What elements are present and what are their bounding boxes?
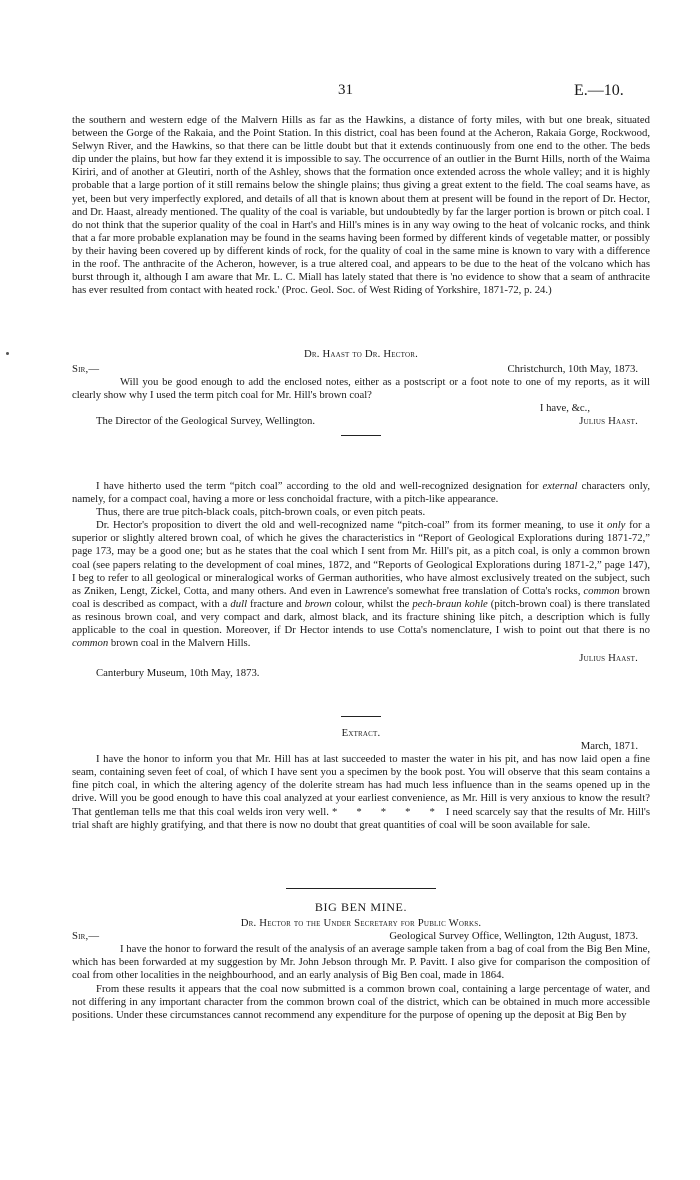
big-ben-paragraph-2: From these results it appears that the coal now submitted is a common brown coal, containing a large percentage of water, and not differing in any important character from the common brown coal of the district, which can be obtained in much more accessible positions. Under these circumstances cannot recommend any expenditure for the purpose of opening up the deposit at Big Ben by xyxy=(72,982,650,1021)
notes-paragraph-3: Dr. Hector's proposition to divert the old and well-recognized name “pitch-coal” from its former meaning, to use it only for a superior or slightly altered brown coal, of which he gives the characteristics in “Report of Geological Explorations during 1871-72,” page 173, may be a good one; but as he states that the coal which I sent from Mr. Hill's pit, as a pitch coal, is only a common brown coal (see papers relating to the development of coal mines, 1872, and “Reports of Geological Explorations during 1871-2,” page 147), I beg to refer to all geological or mineralogical works of German authorities, who have almost exclusively treated on the subject, such as Zniken, Lengt, Zickel, Cotta, and many others. And even in Lawrence's somewhat free translation of Cotta's rocks, common brown coal is described as compact, with a dull fracture and brown colour, whilst the pech-braun kohle (pitch-brown coal) is there translated as resinous brown coal, and very compact and dark, almost black, and its fracture shining like pitch, a description which is fully applicable to the coal in question. Moreover, if Dr Hector intends to use Cotta's nomenclature, I wish to point out that there is no common brown coal in the Malvern Hills. xyxy=(72,519,650,650)
letter-closing: I have, &c., xyxy=(539,402,590,415)
letter-salutation: Sir,— xyxy=(72,930,100,943)
letter-body: Will you be good enough to add the enclosed notes, either as a postscript or a foot note to one of my reports, as it will clearly show why I used the term pitch coal for Mr. Hill's brown coal? xyxy=(72,376,650,402)
page-header xyxy=(0,82,700,106)
letter-signature: Julius Haast. xyxy=(579,415,638,428)
haast-notes xyxy=(72,480,650,680)
extract-section xyxy=(72,716,650,832)
section-title: BIG BEN MINE. xyxy=(314,900,408,914)
big-ben-section xyxy=(72,888,650,1022)
section-rule xyxy=(286,888,436,889)
extract-date: March, 1871. xyxy=(580,740,638,753)
page-number: 31 xyxy=(338,82,353,98)
notes-signature: Julius Haast. xyxy=(579,652,638,665)
document-reference: E.—10. xyxy=(574,82,624,99)
letter-addressee: The Director of the Geological Survey, Wellington. xyxy=(96,415,316,428)
extract-stars: * * * * * xyxy=(331,805,443,818)
notes-paragraph-1: I have hitherto used the term “pitch coal” according to the old and well-recognized designation for external characters only, namely, for a compact coal, having a more or less conchoidal fracture, with a pitch-like appearance. xyxy=(72,480,650,506)
separator-rule xyxy=(341,435,381,436)
report-paragraph xyxy=(72,114,650,297)
separator-rule xyxy=(341,716,381,717)
letter-heading: Dr. Haast to Dr. Hector. xyxy=(303,348,419,360)
letter-haast-to-hector xyxy=(72,348,650,436)
notes-place-date: Canterbury Museum, 10th May, 1873. xyxy=(96,667,260,680)
extract-body: I have the honor to inform you that Mr. Hill has at last succeeded to master the water in his pit, and has now laid open a fine seam, containing seven feet of coal, of which I have sent you a specimen by the book post. You will observe that this seam contains a fine pitch coal, in which the altering agency of the dolerite stream has had much less influence than in the seams opened up in the drive. Will you be good enough to have this coal analyzed at your earliest convenience, as Mr. Hill is very anxious to know the result? That gentleman tells me that this coal welds iron very well. * * * * * I need scarcely say that the results of Mr. Hill's trial shaft are highly gratifying, and that there is now no doubt that great quantities of coal will be soon available for sale. xyxy=(72,753,651,831)
notes-paragraph-2: Thus, there are true pitch-black coals, pitch-brown coals, or even pitch peats. xyxy=(96,506,426,519)
big-ben-paragraph-1: I have the honor to forward the result of the analysis of an average sample taken from a bag of coal from the Big Ben Mine, which has been forwarded at my suggestion by Mr. John Jebson through Mr. P. Pavitt. I also give for comparison the composition of coal from other localities in the neighbourhood, and an early analysis of Big Ben coal, made in 1864. xyxy=(72,943,650,982)
margin-dot xyxy=(6,352,9,355)
letter-place-date: Geological Survey Office, Wellington, 12th August, 1873. xyxy=(389,930,638,943)
letter-place-date: Christchurch, 10th May, 1873. xyxy=(507,363,638,376)
letter-salutation: Sir,— xyxy=(72,363,100,376)
extract-heading: Extract. xyxy=(341,727,381,739)
letter-heading: Dr. Hector to the Under Secretary for Public Works. xyxy=(240,917,482,930)
report-paragraph-text: the southern and western edge of the Malvern Hills as far as the Hawkins, a distance of forty miles, with but one break, situated between the Gorge of the Rakaia, and the Point Station. In this district, coal has been found at the Acheron, Rakaia Gorge, Rockwood, Selwyn River, and the Hawkins, so that there can be little doubt but that it extends continuously from one end to the other. The beds dip under the plains, but how far they extend it is impossible to say. The occurrence of an outlier in the Burnt Hills, north of the Waima Kiriri, and of another at Gleutiri, north of the Ashley, shows that the formation once extended across the whole valley; and it is highly probable that a large portion of it still remains below the shingle plains; thus giving a great extent to the field. The coal seams have, as yet, been but very imperfectly explored, and details of all that is known about them at present will be found in the report of Dr. Hector, and Dr. Haast, already mentioned. The quality of the coal is variable, but undoubtedly by far the larger portion is brown or pitch coal. I do not think that the superior quality of the coal in Hart's and Hill's mines is in any way owing to the heat of volcanic rocks, and think that a far more probable explanation may be found in the seams having been formed by different kinds of vegetable matter, or possibly by their having been covered up by different kinds of rock, for the quality of coal in the same mine is known to vary with a difference in the roof. The anthracite of the Acheron, however, is a true altered coal, and appears to be due to the heat of the volcano which has burst through it, although I am aware that Mr. L. C. Miall has lately stated that there is 'no evidence to show that a seam of anthracite has ever resulted from contact with heated rock.' (Proc. Geol. Soc. of West Riding of Yorkshire, 1871-72, p. 24.) xyxy=(72,114,650,297)
